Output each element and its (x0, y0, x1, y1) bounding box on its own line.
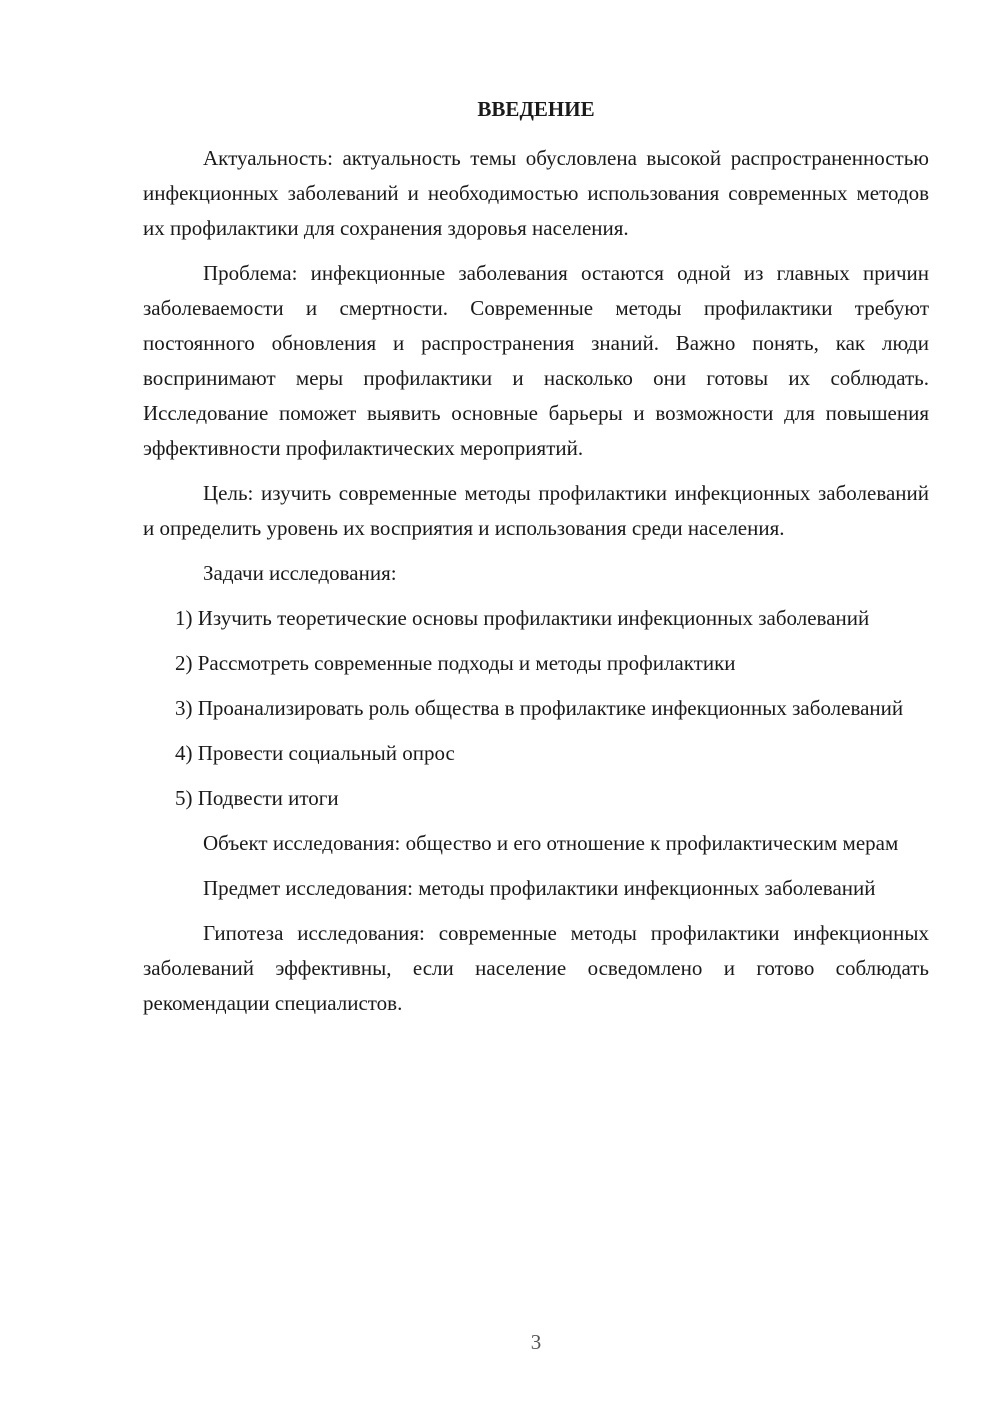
page-number: 3 (530, 1330, 542, 1354)
paragraph-subject: Предмет исследования: методы профилактики инфекционных заболеваний (203, 876, 876, 900)
task-item-5: 5) Подвести итоги (175, 786, 339, 810)
task-item-4: 4) Провести социальный опрос (175, 741, 455, 765)
page-title: ВВЕДЕНИЕ (477, 97, 595, 121)
paragraph-hypothesis: Гипотеза исследования: современные методы профилактики инфекционных заболеваний эффективны, если население осведомлено и готово соблюдать рекомендации специалистов. (143, 921, 929, 1015)
paragraph-relevance: Актуальность: актуальность темы обусловлена высокой распространенностью инфекционных заболеваний и необходимостью использования современных методов их профилактики для сохранения здоровья населения. (143, 146, 929, 240)
paragraph-tasks-heading: Задачи исследования: (203, 561, 397, 585)
task-item-1: 1) Изучить теоретические основы профилактики инфекционных заболеваний (175, 606, 870, 630)
paragraph-object: Объект исследования: общество и его отношение к профилактическим мерам (203, 831, 899, 855)
task-item-3: 3) Проанализировать роль общества в профилактике инфекционных заболеваний (175, 696, 904, 720)
task-item-2: 2) Рассмотреть современные подходы и методы профилактики (175, 651, 736, 675)
paragraph-goal: Цель: изучить современные методы профилактики инфекционных заболеваний и определить уровень их восприятия и использования среди населения. (143, 481, 929, 540)
paragraph-problem: Проблема: инфекционные заболевания остаются одной из главных причин заболеваемости и смертности. Современные методы профилактики требуют постоянного обновления и распространения знаний. Важно понять, как люди воспринимают меры профилактики и насколько они готовы их соблюдать. Исследование поможет выявить основные барьеры и возможности для повышения эффективности профилактических мероприятий. (143, 261, 929, 460)
document-page (143, 92, 929, 1031)
